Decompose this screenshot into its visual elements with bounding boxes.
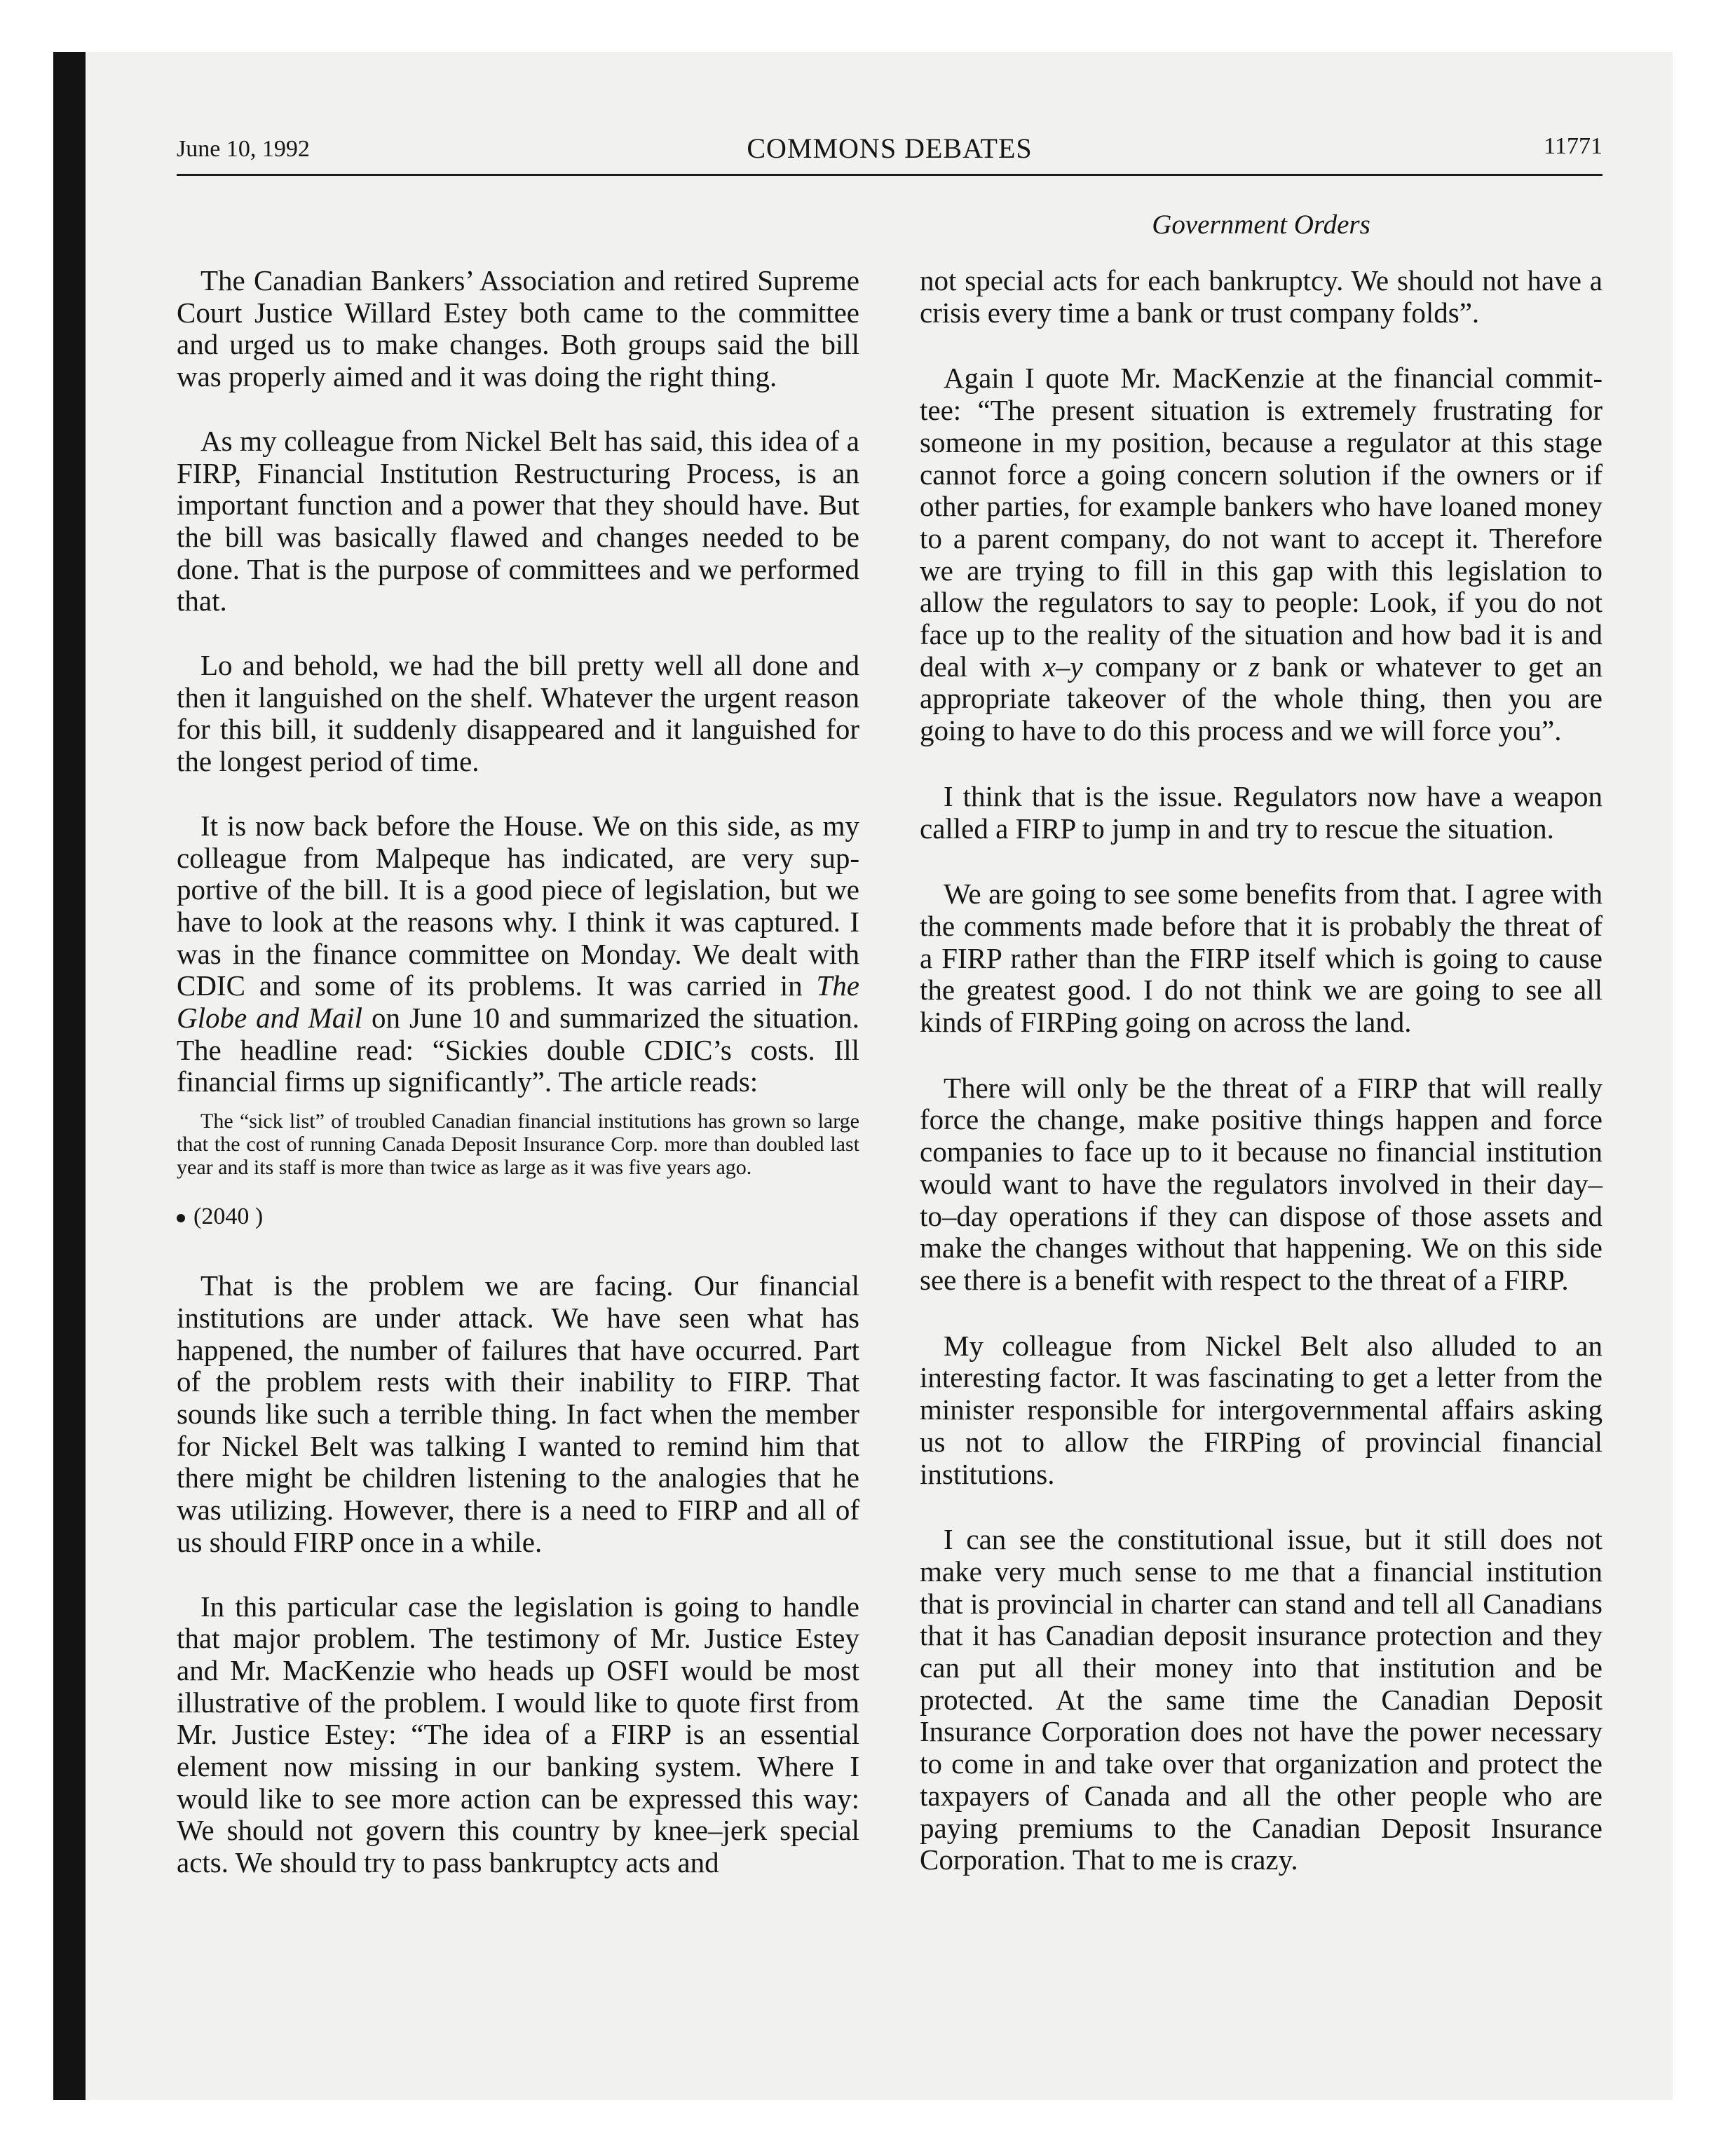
header-date: June 10, 1992 [177,136,310,162]
paragraph: In this particular case the legislation is going to handle that major problem. The testimony of Mr. Justice Estey and Mr. MacKenzie who heads up OSFI would be most illustrative of the problem. I would like to quote first from Mr. Justice Estey: “The idea of a FIRP is an essential element now missing in our banking system. Where I would like to see more action can be expressed this way: We should not govern this country by knee–jerk special acts. We should try to pass bankruptcy acts and [177,1590,859,1879]
italic-term: x–y [1042,650,1083,683]
paragraph: Lo and behold, we had the bill pretty well all done and then it languished on the shelf. Whatever the urgent reason for this bill, it suddenly disappeared and it languished for the longest period of time. [177,649,859,778]
paragraph: not special acts for each bankruptcy. We should not have a crisis every time a bank or trust company folds”. [920,264,1603,329]
paragraph-text: It is now back before the House. We on this side, as my colleague from Malpeque has indicated, are very supportive of the bill. It is a good piece of legislation, but we have to look at the reasons why. I think it was captured. I was in the finance committee on Monday. We dealt with CDIC and some of its problems. It was carried in [177,809,859,1002]
paragraph: We are going to see some benefits from that. I agree with the comments made before that it is probably the threat of a FIRP rather than the FIRP itself which is going to cause the greatest good. I do not think we are going to see all kinds of FIRPing going on across the land. [920,878,1603,1039]
paragraph: The Canadian Bankers’ Association and retired Supreme Court Justice Willard Estey both came to the committee and urged us to make changes. Both groups said the bill was properly aimed and it was doing the right thing. [177,264,859,393]
newspaper-title: The Globe and Mail [177,969,859,1035]
paragraph: As my colleague from Nickel Belt has said, this idea of a FIRP, Financial Institution Restructuring Process, is an important function and a power that they should have. But the bill was basically flawed and changes needed to be done. That is the purpose of committees and we performed that. [177,424,859,618]
left-column [177,265,859,1911]
paragraph-text: bank or whatever to get an appropriate takeover of the whole thing, then you are going to have to do this process and we will force you”. [920,650,1603,747]
header-title: COMMONS DEBATES [747,132,1033,164]
paragraph [177,810,859,1098]
paragraph-text: Again I quote Mr. MacKenzie at the financial committee: “The present situation is extremely frustrating for someone in my position, because a regulator at this stage cannot force a going concern solution if the owners or if other parties, for example bankers who have loaned money to a parent company, do not want to accept it. Therefore we are trying to fill in this gap with this legislation to allow the regulators to say to people: Look, if you do not face up to the reality of the situation and how bad it is and deal with [920,362,1603,683]
paragraph: I think that is the issue. Regulators now have a weapon called a FIRP to jump in and try to rescue the situation. [920,779,1603,845]
right-column [920,265,1603,1910]
page-header [177,129,1603,176]
time-marker-text: (2040 ) [193,1203,264,1230]
bullet-icon [177,1214,185,1222]
paragraph-text: company or [1082,650,1249,683]
paragraph: I can see the constitutional issue, but it still does not make very much sense to me that a financial institution that is provincial in charter can stand and tell all Canadians that it has Canadian deposit insurance protection and they can put all their money into that institution and be protected. At the same time the Canadian Deposit Insurance Corporation does not have the power necessary to come in and take over that organization and protect the taxpayers of Canada and all the other people who are paying premiums to the Canadian Deposit Insurance Corporation. That to me is crazy. [920,1523,1603,1876]
paragraph: There will only be the threat of a FIRP that will really force the change, make positive things happen and force companies to face up to it because no financial institution would want to have the regulators involved in their day–to–day operations if they can dispose of those assets and make the changes without that happening. We on this side see there is a benefit with respect to the threat of a FIRP. [920,1071,1603,1296]
italic-term: z [1248,650,1260,683]
time-marker [177,1203,859,1231]
paragraph [920,362,1603,746]
scan-edge-bar [53,52,86,2100]
block-quote: The “sick list” of troubled Canadian financial institutions has grown so large that the cost of running Canada Deposit Insurance Corp. more than doubled last year and its staff is more than twice as large as it was five years ago. [177,1110,859,1180]
paragraph-text: on June 10 and summarized the situation. The headline read: “Sickies double CDIC’s costs. Ill financial firms up significantly”. The article reads: [177,1002,859,1098]
paragraph: That is the problem we are facing. Our financial institutions are under attack. We have seen what has happened, the number of failures that have occurred. Part of the problem rests with their inability to FIRP. That sounds like such a terrible thing. In fact when the member for Nickel Belt was talking I wanted to remind him that there might be children listening to the analogies that he was utilizing. However, there is a need to FIRP and all of us should FIRP once in a while. [177,1269,859,1558]
paragraph: My colleague from Nickel Belt also alluded to an interesting factor. It was fascinating to get a letter from the minister responsible for intergovernmental affairs asking us not to allow the FIRPing of provincial financial institutions. [920,1329,1603,1490]
section-title: Government Orders [1152,210,1370,240]
page-number: 11771 [1544,133,1603,159]
